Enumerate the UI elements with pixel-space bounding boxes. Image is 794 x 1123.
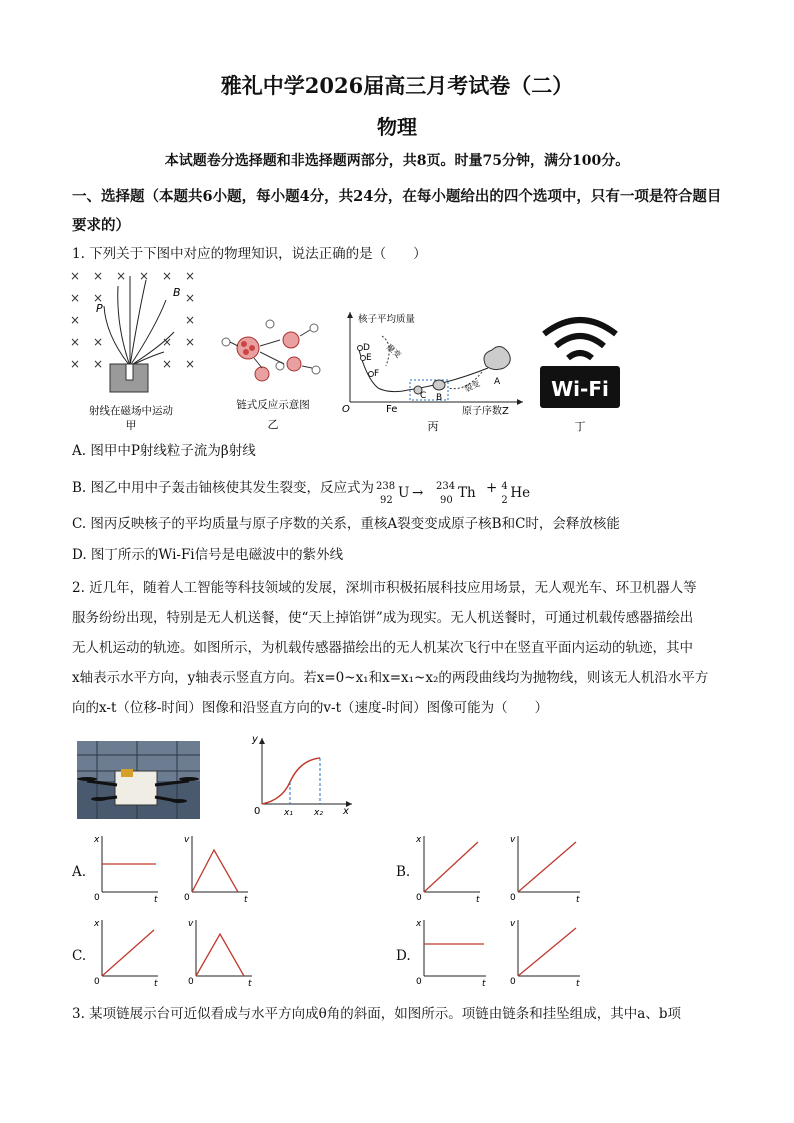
graph-d-xt bbox=[414, 916, 490, 988]
reaction-arrow: → bbox=[412, 484, 424, 501]
svg-text:×: × bbox=[185, 335, 196, 349]
q2-option-b-label: B. bbox=[396, 864, 411, 880]
th-charge: 90 bbox=[440, 494, 453, 506]
fig-bing-origin: O bbox=[342, 404, 350, 415]
trajectory-curve bbox=[262, 758, 320, 804]
point-D: D bbox=[363, 343, 370, 353]
svg-text:0: 0 bbox=[94, 977, 100, 987]
svg-text:0: 0 bbox=[94, 893, 100, 903]
magnetic-field-crosses bbox=[70, 269, 195, 371]
section-heading: 一、选择题（本题共6小题，每小题4分，共24分，在每小题给出的四个选项中，只有一项是符合题目要求的） bbox=[72, 188, 722, 234]
he-mass: 4 bbox=[501, 480, 508, 492]
svg-text:0: 0 bbox=[510, 977, 516, 987]
q2-option-d-label: D. bbox=[396, 948, 411, 964]
q1-option-b bbox=[72, 474, 732, 506]
svg-text:t: t bbox=[154, 895, 158, 904]
fig-yi-caption: 链式反应示意图 bbox=[236, 399, 310, 411]
ray-tracks bbox=[104, 276, 174, 366]
svg-text:0: 0 bbox=[184, 893, 190, 903]
svg-text:t: t bbox=[476, 895, 480, 904]
graph-b-vt bbox=[508, 832, 584, 904]
svg-text:0: 0 bbox=[188, 977, 194, 987]
graph-d-vt bbox=[508, 916, 584, 988]
exam-intro: 本试题卷分选择题和非选择题两部分，共8页。时量75分钟，满分100分。 bbox=[164, 153, 630, 169]
svg-text:0: 0 bbox=[510, 893, 516, 903]
svg-text:×: × bbox=[93, 291, 104, 305]
fig-bing-fe: Fe bbox=[386, 404, 398, 415]
wifi-text: Wi-Fi bbox=[551, 377, 609, 401]
traj-x2: x₂ bbox=[314, 808, 323, 818]
fig-ding-wifi bbox=[538, 312, 622, 436]
traj-x1: x₁ bbox=[284, 808, 293, 818]
q1-option-d: D. 图丁所示的Wi-Fi信号是电磁波中的紫外线 bbox=[72, 547, 344, 563]
nucleus-cluster bbox=[237, 337, 259, 359]
q2-trajectory-graph bbox=[248, 734, 358, 818]
q2-line-3: 无人机运动的轨迹。如图所示，为机载传感器描绘出的无人机某次飞行中在竖直平面内运动的轨迹，其中 bbox=[72, 640, 693, 656]
traj-x-label: x bbox=[343, 806, 349, 817]
traj-y-label: y bbox=[252, 734, 258, 745]
svg-text:×: × bbox=[185, 291, 196, 305]
graph-b-xt bbox=[414, 832, 484, 904]
svg-text:x: x bbox=[416, 919, 422, 929]
fig-jia-name: 甲 bbox=[125, 419, 137, 432]
svg-text:×: × bbox=[70, 357, 81, 371]
fig-ding-name: 丁 bbox=[574, 420, 586, 433]
point-A: A bbox=[494, 377, 501, 387]
fig-bing-xlabel: 原子序数Z bbox=[462, 406, 509, 417]
svg-text:×: × bbox=[93, 269, 104, 283]
plus-sign: + bbox=[486, 480, 498, 496]
svg-text:v: v bbox=[184, 835, 190, 845]
svg-text:0: 0 bbox=[416, 893, 422, 903]
u-charge: 92 bbox=[380, 494, 393, 506]
svg-text:v: v bbox=[510, 919, 516, 929]
svg-text:×: × bbox=[185, 269, 196, 283]
point-B: B bbox=[436, 393, 443, 403]
fig-bing-fusion: 聚变 bbox=[384, 342, 403, 360]
svg-text:x: x bbox=[94, 919, 100, 929]
fig-yi bbox=[218, 318, 328, 436]
svg-text:t: t bbox=[248, 979, 252, 988]
q2-line-4: x轴表示水平方向，y轴表示竖直方向。若x=0~x₁和x=x₁~x₂的两段曲线均为抛物线，则该无人机沿水平方 bbox=[72, 670, 709, 686]
svg-text:v: v bbox=[188, 919, 194, 929]
q2-option-a-label: A. bbox=[72, 864, 87, 880]
graph-c-vt bbox=[186, 916, 256, 988]
svg-text:v: v bbox=[510, 835, 516, 845]
traj-origin: 0 bbox=[254, 806, 261, 817]
svg-text:t: t bbox=[154, 979, 158, 988]
svg-text:×: × bbox=[185, 313, 196, 327]
fig-bing-fission: 裂变 bbox=[463, 378, 482, 394]
svg-text:×: × bbox=[162, 269, 173, 283]
fig-jia-caption: 射线在磁场中运动 bbox=[89, 405, 173, 417]
q2-option-c-label: C. bbox=[72, 948, 87, 964]
th-symbol: Th bbox=[458, 484, 476, 501]
q2-line-1: 2. 近几年，随着人工智能等科技领域的发展，深圳市积极拓展科技应用场景，无人观光车、环卫机器人等 bbox=[72, 580, 697, 596]
graph-c-xt bbox=[92, 916, 162, 988]
q2-line-2: 服务纷纷出现，特别是无人机送餐，使“天上掉馅饼”成为现实。无人机送餐时，可通过机载传感器描绘出 bbox=[72, 610, 694, 626]
svg-text:0: 0 bbox=[416, 977, 422, 987]
q1-option-c: C. 图丙反映核子的平均质量与原子序数的关系，重核A裂变变成原子核B和C时，会释放核能 bbox=[72, 516, 620, 532]
point-E: E bbox=[366, 353, 372, 363]
q2-line-5: 向的x-t（位移-时间）图像和沿竖直方向的v-t（速度-时间）图像可能为（ ） bbox=[72, 700, 549, 716]
subject-title: 物理 bbox=[377, 115, 417, 139]
drone-photo bbox=[77, 741, 200, 819]
fig-bing bbox=[338, 308, 528, 436]
svg-text:×: × bbox=[139, 269, 150, 283]
svg-text:×: × bbox=[70, 313, 81, 327]
svg-text:x: x bbox=[416, 835, 422, 845]
svg-text:t: t bbox=[576, 979, 580, 988]
svg-text:×: × bbox=[70, 335, 81, 349]
svg-text:×: × bbox=[70, 269, 81, 283]
svg-text:t: t bbox=[244, 895, 248, 904]
wifi-icon bbox=[544, 320, 616, 334]
fig-bing-ylabel: 核子平均质量 bbox=[358, 314, 416, 325]
svg-text:×: × bbox=[162, 357, 173, 371]
page-title: 雅礼中学2026届高三月考试卷（二） bbox=[220, 73, 574, 98]
he-symbol: He bbox=[510, 484, 531, 501]
fig-jia bbox=[66, 266, 196, 436]
point-F: F bbox=[374, 369, 380, 379]
svg-text:x: x bbox=[94, 835, 100, 845]
q1-option-b-text: B. 图乙中用中子轰击铀核使其发生裂变，反应式为 bbox=[72, 480, 375, 496]
svg-text:t: t bbox=[482, 979, 486, 988]
q1-stem: 1. 下列关于下图中对应的物理知识，说法正确的是（ ） bbox=[72, 246, 427, 262]
graph-a-xt bbox=[92, 832, 162, 904]
svg-text:t: t bbox=[576, 895, 580, 904]
u-symbol: U bbox=[398, 484, 410, 501]
svg-text:×: × bbox=[185, 357, 196, 371]
svg-text:×: × bbox=[70, 291, 81, 305]
q1-option-a: A. 图甲中P射线粒子流为β射线 bbox=[72, 443, 256, 459]
label-P: P bbox=[96, 302, 103, 315]
fig-bing-name: 丙 bbox=[427, 420, 439, 433]
svg-text:×: × bbox=[162, 335, 173, 349]
fig-yi-name: 乙 bbox=[267, 418, 279, 431]
th-mass: 234 bbox=[436, 480, 456, 492]
svg-text:×: × bbox=[116, 269, 127, 283]
point-C: C bbox=[420, 391, 427, 401]
graph-a-vt bbox=[182, 832, 252, 904]
q3-line-1: 3. 某项链展示台可近似看成与水平方向成θ角的斜面，如图所示。项链由链条和挂坠组成，其中a、b项 bbox=[72, 1006, 681, 1022]
svg-text:×: × bbox=[93, 357, 104, 371]
label-B: B bbox=[173, 286, 181, 299]
he-charge: 2 bbox=[501, 494, 508, 506]
u-mass: 238 bbox=[376, 480, 396, 492]
heavy-nucleus-A bbox=[484, 346, 510, 369]
svg-text:×: × bbox=[93, 335, 104, 349]
